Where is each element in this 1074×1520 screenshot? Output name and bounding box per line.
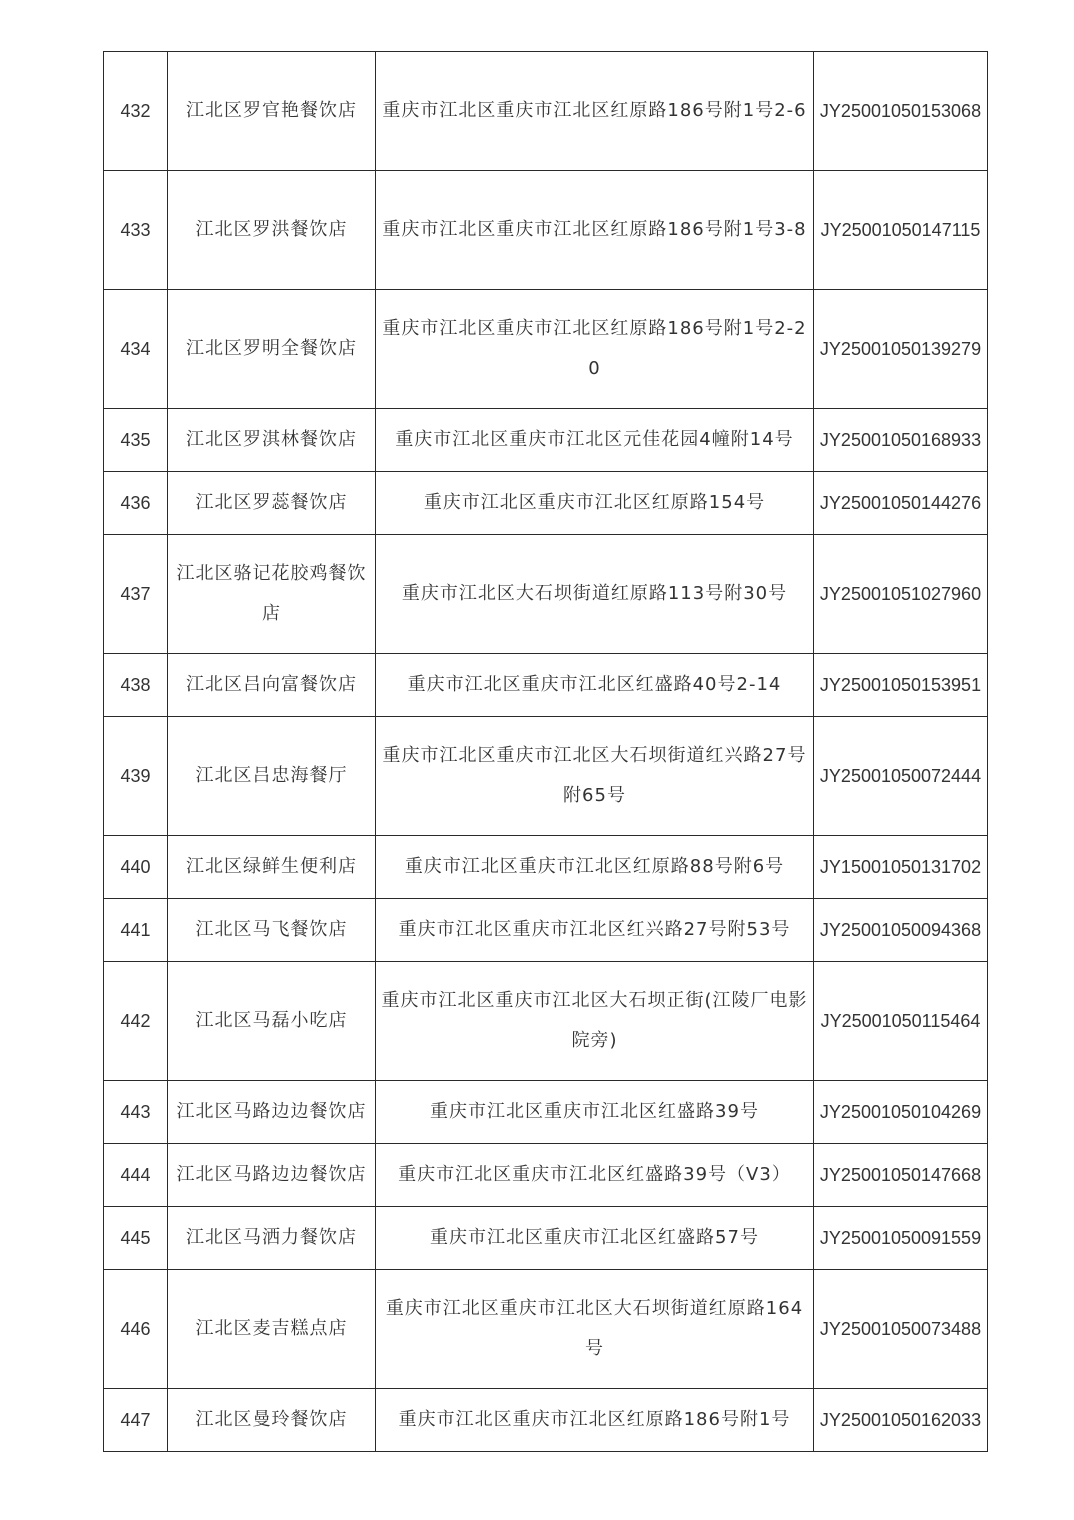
table-row [104,962,988,1081]
row-number-cell: 435 [104,409,168,472]
license-number-cell: JY25001051027960 [814,535,988,654]
table-row [104,836,988,899]
address-cell: 重庆市江北区重庆市江北区红原路88号附6号 [376,836,814,899]
license-number-cell: JY25001050162033 [814,1389,988,1452]
table-row [104,654,988,717]
business-name-cell: 江北区罗明全餐饮店 [168,290,376,409]
row-number-cell: 432 [104,52,168,171]
business-name-cell: 江北区罗淇林餐饮店 [168,409,376,472]
license-number-cell: JY25001050153951 [814,654,988,717]
business-name-cell: 江北区马磊小吃店 [168,962,376,1081]
license-number-cell: JY25001050104269 [814,1081,988,1144]
row-number-cell: 440 [104,836,168,899]
business-name-cell: 江北区麦吉糕点店 [168,1270,376,1389]
business-name-cell: 江北区罗官艳餐饮店 [168,52,376,171]
business-name-cell: 江北区罗洪餐饮店 [168,171,376,290]
row-number-cell: 433 [104,171,168,290]
business-name-cell: 江北区马飞餐饮店 [168,899,376,962]
address-cell: 重庆市江北区重庆市江北区红原路186号附1号2-20 [376,290,814,409]
business-name-cell: 江北区骆记花胶鸡餐饮店 [168,535,376,654]
address-cell: 重庆市江北区重庆市江北区元佳花园4幢附14号 [376,409,814,472]
address-cell: 重庆市江北区重庆市江北区红兴路27号附53号 [376,899,814,962]
license-number-cell: JY25001050072444 [814,717,988,836]
address-cell: 重庆市江北区重庆市江北区红原路186号附1号 [376,1389,814,1452]
business-name-cell: 江北区罗蕊餐饮店 [168,472,376,535]
address-cell: 重庆市江北区重庆市江北区红盛路40号2-14 [376,654,814,717]
business-license-table [103,51,988,1452]
row-number-cell: 441 [104,899,168,962]
address-cell: 重庆市江北区重庆市江北区大石坝街道红原路164号 [376,1270,814,1389]
table-row [104,1389,988,1452]
license-number-cell: JY25001050115464 [814,962,988,1081]
table-row [104,52,988,171]
row-number-cell: 444 [104,1144,168,1207]
row-number-cell: 442 [104,962,168,1081]
row-number-cell: 437 [104,535,168,654]
business-name-cell: 江北区吕向富餐饮店 [168,654,376,717]
license-number-cell: JY15001050131702 [814,836,988,899]
row-number-cell: 443 [104,1081,168,1144]
row-number-cell: 434 [104,290,168,409]
business-name-cell: 江北区马洒力餐饮店 [168,1207,376,1270]
business-name-cell: 江北区马路边边餐饮店 [168,1144,376,1207]
row-number-cell: 447 [104,1389,168,1452]
address-cell: 重庆市江北区重庆市江北区红盛路39号 [376,1081,814,1144]
address-cell: 重庆市江北区大石坝街道红原路113号附30号 [376,535,814,654]
license-number-cell: JY25001050073488 [814,1270,988,1389]
table-row [104,1081,988,1144]
table-row [104,899,988,962]
license-number-cell: JY25001050168933 [814,409,988,472]
row-number-cell: 439 [104,717,168,836]
address-cell: 重庆市江北区重庆市江北区大石坝街道红兴路27号附65号 [376,717,814,836]
table-body [104,52,988,1452]
license-number-cell: JY25001050139279 [814,290,988,409]
table-row [104,171,988,290]
business-name-cell: 江北区吕忠海餐厅 [168,717,376,836]
table-row [104,290,988,409]
license-number-cell: JY25001050094368 [814,899,988,962]
license-number-cell: JY25001050147115 [814,171,988,290]
license-number-cell: JY25001050147668 [814,1144,988,1207]
business-name-cell: 江北区曼玲餐饮店 [168,1389,376,1452]
address-cell: 重庆市江北区重庆市江北区红原路186号附1号2-6 [376,52,814,171]
table-row [104,1207,988,1270]
license-number-cell: JY25001050144276 [814,472,988,535]
row-number-cell: 436 [104,472,168,535]
table-row [104,717,988,836]
table-row [104,409,988,472]
table-row [104,1144,988,1207]
row-number-cell: 446 [104,1270,168,1389]
business-name-cell: 江北区绿鲜生便利店 [168,836,376,899]
address-cell: 重庆市江北区重庆市江北区红原路186号附1号3-8 [376,171,814,290]
license-number-cell: JY25001050153068 [814,52,988,171]
table-row [104,535,988,654]
license-number-cell: JY25001050091559 [814,1207,988,1270]
row-number-cell: 438 [104,654,168,717]
table-row [104,1270,988,1389]
row-number-cell: 445 [104,1207,168,1270]
address-cell: 重庆市江北区重庆市江北区大石坝正街(江陵厂电影院旁) [376,962,814,1081]
address-cell: 重庆市江北区重庆市江北区红原路154号 [376,472,814,535]
table-row [104,472,988,535]
address-cell: 重庆市江北区重庆市江北区红盛路39号（V3） [376,1144,814,1207]
business-name-cell: 江北区马路边边餐饮店 [168,1081,376,1144]
address-cell: 重庆市江北区重庆市江北区红盛路57号 [376,1207,814,1270]
